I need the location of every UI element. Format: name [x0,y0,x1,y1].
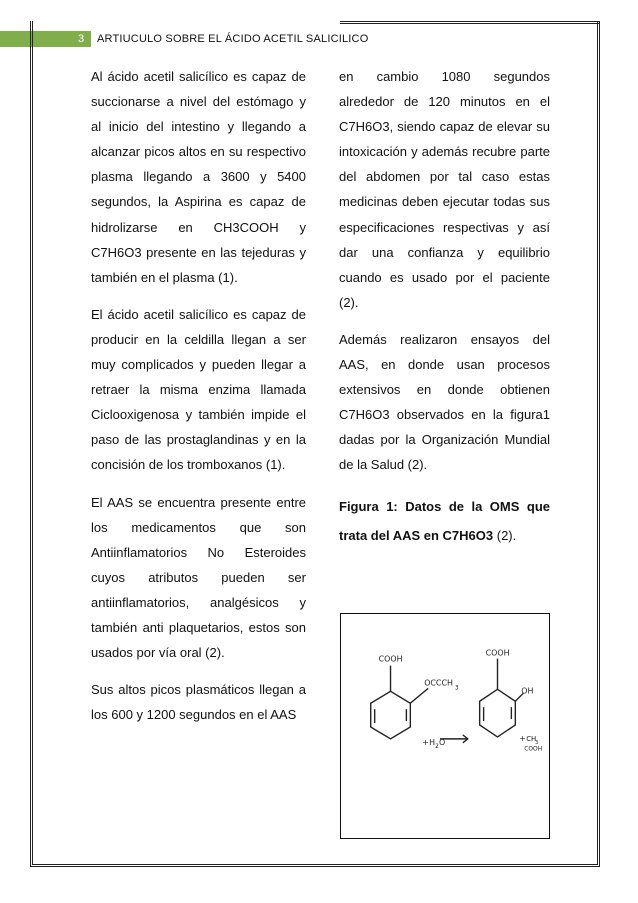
reaction-figure [340,613,550,839]
water-subscript: 2 [435,742,439,750]
reaction-diagram [341,614,549,838]
page-number: 3 [77,33,85,45]
figure-caption [339,492,550,550]
paragraph: Además realizaron ensayos del AAS, en donde usan procesos extensivos en donde obtienen C7H6O3 observados en la figura1 dadas por la Organización Mundial de la Salud (2). [339,331,550,473]
left-column [91,64,306,739]
benzene-ring-right [480,689,516,737]
paragraph: Sus altos picos plasmáticos llegan a los 600 y 1200 segundos en el AAS [91,682,306,723]
acetic-acid-label: CH [526,734,537,743]
right-column [339,64,550,563]
water-label: H [429,737,436,747]
ester-subscript: 3 [454,684,459,692]
paragraph: El ácido acetil salicílico es capaz de producir en la celdilla llegan a ser muy complicados y pueden llegar a retraer la misma enzima llamada Ciclooxigenosa y también impide el paso de las prostaglandinas y en la concisión de los tromboxanos (1). [91,306,306,473]
cooh-right-label: COOH [485,648,510,658]
paragraph: El AAS se encuentra presente entre los medicamentos que son Antiinflamatorios No Esteroides cuyos atributos pueden ser antiinflamatorios, analgésicos y también anti plaquetarios, estos son usados por vía oral (2). [91,494,306,661]
figure-caption-text: Figura 1: Datos de la OMS que trata del AAS en C7H6O3 [339,498,550,543]
plus-sign: + [422,737,429,747]
cooh-left-label: COOH [378,654,403,664]
page-border-top [340,21,600,24]
header-title: ARTIUCULO SOBRE EL ÁCIDO ACETIL SALICILICO [97,33,369,45]
bond-ester [410,688,428,703]
water-oxygen: O [439,737,446,747]
benzene-ring-left [371,691,411,739]
figure-caption-ref: (2). [496,527,517,543]
oh-label: OH [521,686,534,696]
paragraph: en cambio 1080 segundos alrededor de 120 minutos en el C7H6O3, siendo capaz de elevar su intoxicación y además recubre parte del abdomen por tal caso estas medicinas deben ejecutar todas sus especificaciones respectivas y así dar una confianza y equilibrio cuando es usado por el paciente (2). [339,69,550,310]
acetic-acid-tail: COOH [524,745,543,753]
acetic-acid-subscript: 3 [535,739,539,746]
plus-sign: + [519,733,526,743]
ester-label: OCCCH [424,678,453,688]
paragraph: Al ácido acetil salicílico es capaz de succionarse a nivel del estómago y al inicio del intestino y llegando a alcanzar picos altos en su respectivo plasma llegando a 3600 y 5400 segundos, la Aspirina es capaz de hidrolizarse en CH3COOH y C7H6O3 presente en las tejeduras y también en el plasma (1). [91,69,306,285]
